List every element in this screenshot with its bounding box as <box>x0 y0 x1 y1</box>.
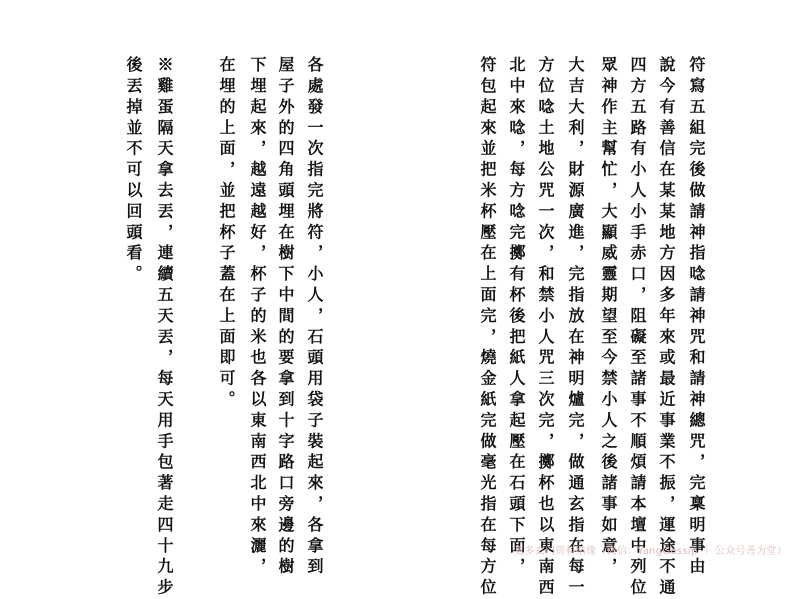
text-column-right-5: 大吉大利，財源廣進，完指放在神明爐完，做通玄指在每一 <box>566 56 585 599</box>
text-column-left-6: 後丟掉並不可以回頭看。 <box>124 56 143 286</box>
text-column-left-3: 下埋起來，越遠越好，杯子的米也各以東南西北中來灑， <box>248 56 267 579</box>
text-column-right-1: 符寫五組完後做請神指唸請神咒和請神總咒，完稟明事由 <box>687 56 706 579</box>
watermark-text: 更多玄门资料结缘（微信：YangGossip ｜ 公众号善为堂） <box>514 546 787 557</box>
text-column-right-8: 符包起來並把米杯壓在上面完，燒金紙完做毫光指在每方位 <box>478 56 497 599</box>
text-column-left-4: 在埋的上面，並把杯子蓋在上面即可。 <box>217 56 236 412</box>
text-column-right-3: 四方五路有小人小手赤口，阻礙至諸事不順煩請本壇中列位 <box>628 56 647 599</box>
text-column-right-4: 眾神作主幫忙，大顯威靈期望至今禁小人之後諸事如意， <box>599 56 618 579</box>
text-column-right-6: 方位唸土地公咒一次，和禁小人咒三次完，擲杯也以東南西 <box>536 56 555 599</box>
text-column-right-2: 說今有善信在某某地方因多年來或最近事業不振，運途不通 <box>657 56 676 599</box>
text-column-left-1: 各處發一次指完將符，小人，石頭用袋子裝起來，各拿到 <box>305 56 324 579</box>
text-column-left-2: 屋子外的四角頭埋在樹下中間的要拿到十字路口旁邊的樹 <box>276 56 295 579</box>
text-column-right-7: 北中來唸，每方唸完擲有杯後把紙人拿起壓在石頭下面， <box>507 56 526 579</box>
text-column-left-5: ※雞蛋隔天拿去丟，連續五天丟，每天用手包著走四十九步 <box>155 56 174 599</box>
